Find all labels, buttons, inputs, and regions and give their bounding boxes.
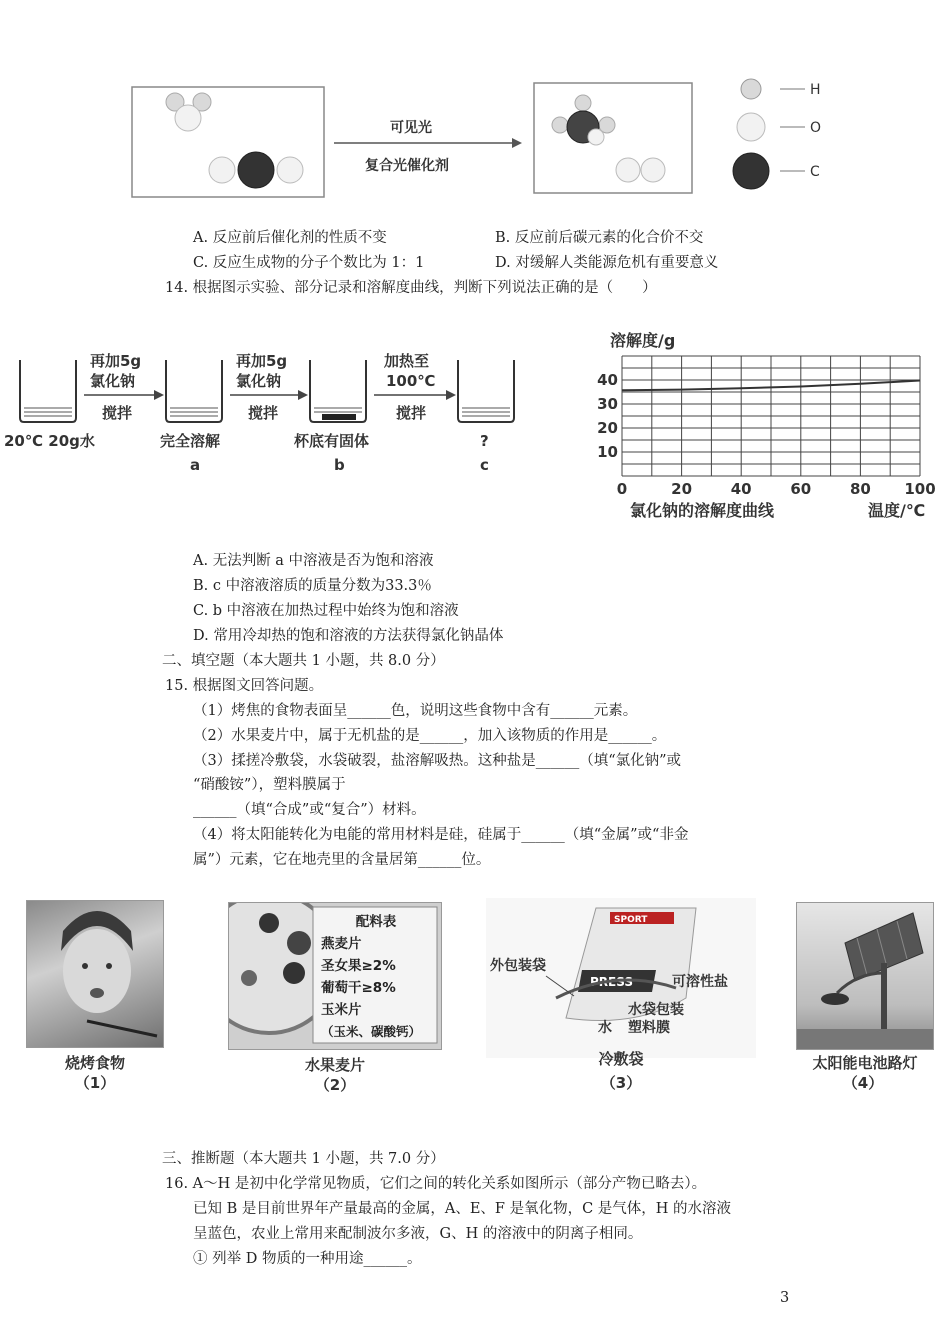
arrow-bottom-label: 复合光催化剂	[365, 158, 449, 174]
step1-line2: 氯化钠	[90, 372, 136, 390]
q13-option-d: D. 对缓解人类能源危机有重要意义	[495, 255, 719, 271]
beaker2-label: 杯底有固体	[294, 432, 370, 450]
step1-line1: 再加5g	[90, 352, 142, 370]
q15-part2: （2）水果麦片中，属于无机盐的是______，加入该物质的作用是______。	[193, 728, 667, 744]
fig2-caption: 水果麦片	[304, 1056, 365, 1074]
q15-part3c: ______（填“合成”或“复合”）材料。	[193, 802, 426, 818]
q16-line-a: 16. A～H 是初中化学常见物质，它们之间的转化关系如图所示（部分产物已略去）。	[165, 1176, 707, 1192]
label-water: 水	[598, 1020, 612, 1036]
q14-option-b: B. c 中溶液溶质的质量分数为33.3％	[193, 578, 432, 594]
q16-line-b: 已知 B 是目前世界年产量最高的金属，A、E、F 是氧化物，C 是气体，H 的水溶液	[193, 1201, 732, 1217]
fig1-num: （1）	[74, 1074, 116, 1092]
fig4-caption: 太阳能电池路灯	[812, 1054, 918, 1072]
chart-title: 氯化钠的溶解度曲线	[630, 501, 775, 520]
chart-x-tick: 100	[904, 480, 936, 498]
chart-x-tick: 60	[790, 480, 812, 498]
q14-option-c: C. b 中溶液在加热过程中始终为饱和溶液	[193, 603, 459, 619]
ingredient-row: （玉米、碳酸钙）	[321, 1024, 422, 1039]
ingredient-row: 圣女果≥2%	[321, 958, 396, 974]
chart-ylabel: 溶解度/g	[610, 331, 676, 350]
q14-option-a: A. 无法判断 a 中溶液是否为饱和溶液	[193, 553, 434, 569]
q13-reaction-diagram	[120, 75, 840, 205]
step2-line3: 搅拌	[248, 404, 279, 422]
step3-line2: 100℃	[386, 372, 436, 390]
q16-line-c: 呈蓝色，农业上常用来配制波尔多液，G、H 的溶液中的阴离子相同。	[193, 1226, 643, 1242]
q14-stem: 14. 根据图示实验、部分记录和溶解度曲线，判断下列说法正确的是（ ）	[165, 280, 657, 296]
chart-xlabel: 温度/℃	[868, 501, 926, 520]
chart-x-tick: 40	[730, 480, 752, 498]
bbq-photo	[26, 900, 164, 1048]
q16-line-d: ① 列举 D 物质的一种用途______。	[193, 1251, 422, 1267]
q15-part3a: （3）揉搓冷敷袋，水袋破裂，盐溶解吸热。这种盐是______（填“氯化钠”或	[193, 753, 682, 769]
q14-experiment-diagram	[0, 340, 540, 490]
q15-part3b: “硝酸铵”），塑料膜属于	[193, 777, 346, 793]
chart-x-tick: 20	[671, 480, 693, 498]
fig1-caption: 烧烤食物	[64, 1054, 125, 1072]
bag-brand: SPORT	[614, 915, 648, 925]
ingredient-table-title: 配料表	[355, 914, 397, 930]
section2-heading: 二、填空题（本大题共 1 小题，共 8.0 分）	[162, 653, 445, 669]
label-soluble-salt: 可溶性盐	[672, 974, 728, 990]
bag-press: PRESS	[590, 975, 633, 989]
label-inner1: 水袋包装	[628, 1002, 684, 1018]
legend-c: C	[810, 164, 820, 180]
arrow-top-label: 可见光	[390, 120, 432, 136]
legend-o: O	[810, 120, 822, 136]
q13-option-b: B. 反应前后碳元素的化合价不交	[495, 230, 704, 246]
page-number: 3	[780, 1290, 790, 1306]
q15-part1: （1）烤焦的食物表面呈______色，说明这些食物中含有______元素。	[193, 703, 638, 719]
q15-part4b: 属”）元素，它在地壳里的含量居第______位。	[193, 852, 491, 868]
label-inner2: 塑料膜	[628, 1020, 670, 1036]
beaker0-label: 20℃ 20g水	[4, 432, 95, 450]
solubility-chart	[590, 326, 945, 526]
chart-y-tick: 30	[597, 395, 618, 413]
q13-option-c: C. 反应生成物的分子个数比为 1：1	[193, 255, 425, 271]
solar-lamp-photo	[796, 902, 934, 1050]
beaker2-sub: b	[334, 456, 345, 474]
beaker1-label: 完全溶解	[160, 432, 221, 450]
beaker3-sub: c	[480, 456, 489, 474]
chart-y-tick: 20	[597, 419, 618, 437]
step2-line2: 氯化钠	[236, 372, 282, 390]
cereal-photo	[228, 902, 442, 1050]
q15-part4a: （4）将太阳能转化为电能的常用材料是硅，硅属于______（填“金属”或“非金	[193, 827, 689, 843]
beaker3-label: ?	[480, 432, 489, 450]
chart-x-tick: 80	[849, 480, 871, 498]
q14-option-d: D. 常用冷却热的饱和溶液的方法获得氯化钠晶体	[193, 628, 504, 644]
fig2-num: （2）	[314, 1076, 356, 1094]
cold-pack-diagram	[486, 898, 756, 1058]
fig4-num: （4）	[842, 1074, 884, 1092]
step3-line1: 加热至	[384, 352, 430, 370]
legend-h: H	[810, 82, 821, 98]
ingredient-row: 玉米片	[321, 1002, 362, 1018]
step1-line3: 搅拌	[102, 404, 133, 422]
q15-stem: 15. 根据图文回答问题。	[165, 678, 324, 694]
section3-heading: 三、推断题（本大题共 1 小题，共 7.0 分）	[162, 1151, 445, 1167]
step2-line1: 再加5g	[236, 352, 288, 370]
ingredient-row: 葡萄干≥8%	[321, 980, 396, 996]
label-outer-bag: 外包装袋	[490, 958, 546, 974]
chart-y-tick: 40	[597, 371, 618, 389]
chart-y-tick: 10	[597, 443, 618, 461]
q13-option-a: A. 反应前后催化剂的性质不变	[193, 230, 387, 246]
ingredient-row: 燕麦片	[321, 936, 362, 952]
beaker1-sub: a	[190, 456, 201, 474]
fig3-caption: 冷敷袋	[598, 1050, 644, 1068]
step3-line3: 搅拌	[396, 404, 427, 422]
fig3-num: （3）	[600, 1074, 642, 1092]
chart-x-tick: 0	[616, 480, 628, 498]
